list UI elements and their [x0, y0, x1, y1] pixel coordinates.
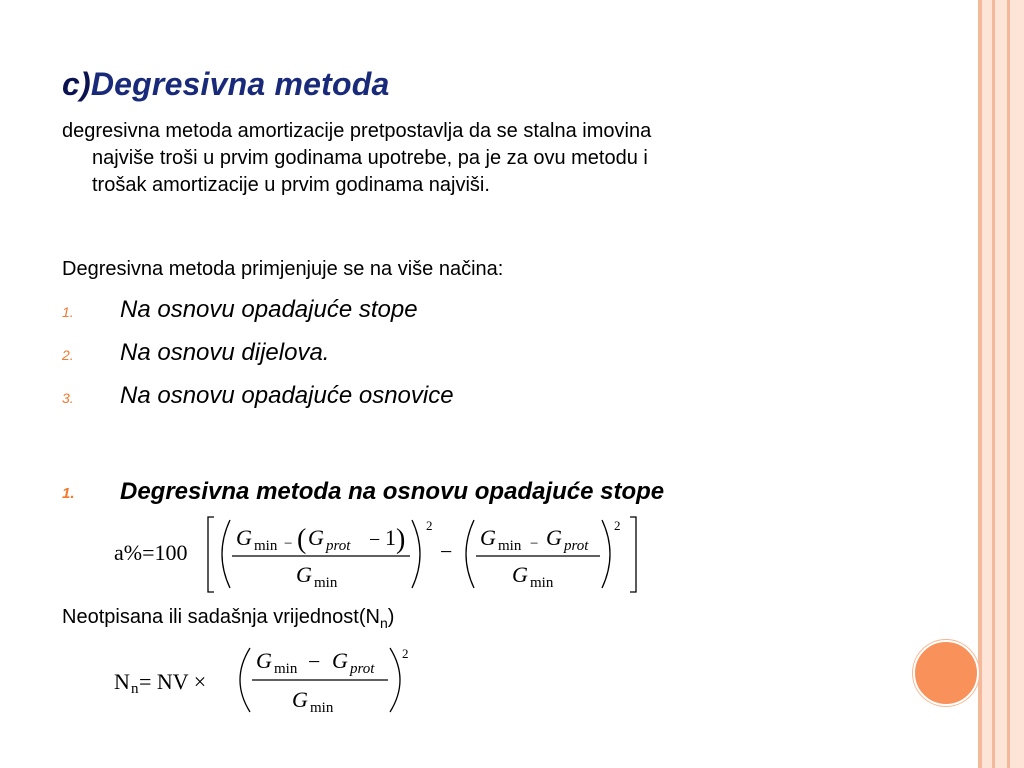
- subscript-prot: prot: [326, 538, 351, 554]
- symbol-g: G: [292, 687, 308, 712]
- title-text: Degresivna metoda: [90, 66, 390, 102]
- symbol-g: G: [480, 525, 496, 550]
- list-number: 1.: [62, 304, 74, 320]
- paragraph-line: degresivna metoda amortizacije pretpostavlja da se stalna imovina: [62, 120, 652, 142]
- exponent: 2: [402, 646, 409, 661]
- exponent: 2: [614, 518, 621, 533]
- section-number: 1.: [62, 485, 75, 502]
- label-text: Neotpisana ili sadašnja vrijednost(N: [62, 606, 380, 628]
- list-label: Na osnovu opadajuće osnovice: [120, 382, 454, 409]
- symbol-n: N: [114, 669, 130, 694]
- symbol-g: G: [296, 562, 312, 587]
- list-number: 3.: [62, 390, 74, 406]
- list-label: Na osnovu dijelova.: [120, 339, 330, 366]
- paragraph-line: trošak amortizacije u prvim godinama najviši.: [92, 174, 490, 196]
- symbol-g: G: [308, 525, 324, 550]
- subscript-n: n: [131, 681, 139, 697]
- subscript-min: min: [310, 700, 334, 716]
- equals-nv: = NV ×: [139, 669, 207, 694]
- paragraph-line: najviše troši u prvim godinama upotrebe, pa je za ovu metodu i: [92, 147, 648, 169]
- paren-open: (: [297, 524, 307, 555]
- number-one: 1: [385, 525, 396, 550]
- subscript-min: min: [274, 661, 298, 677]
- exponent: 2: [426, 518, 433, 533]
- subscript-min: min: [314, 575, 338, 591]
- formula-lhs: a%=100: [114, 540, 188, 565]
- title-prefix: c): [62, 66, 91, 102]
- subscript-prot: prot: [564, 538, 589, 554]
- symbol-g: G: [512, 562, 528, 587]
- paren-close: ): [396, 524, 406, 555]
- methods-intro: Degresivna metoda primjenjuje se na više načina:: [62, 258, 504, 280]
- subscript-min: min: [530, 575, 554, 591]
- section-title: Degresivna metoda na osnovu opadajuće stope: [120, 478, 665, 505]
- list-number: 2.: [62, 347, 74, 363]
- minus-sign: −: [369, 529, 381, 551]
- minus-sign: −: [440, 539, 453, 564]
- minus-sign: −: [530, 536, 539, 552]
- symbol-g: G: [236, 525, 252, 550]
- symbol-g: G: [332, 648, 348, 673]
- subscript-prot: prot: [350, 661, 375, 677]
- paren-left: [240, 648, 250, 712]
- minus-sign: −: [308, 649, 321, 674]
- symbol-g: G: [256, 648, 272, 673]
- minus-sign: −: [284, 536, 293, 552]
- label-close: ): [387, 606, 395, 628]
- subscript-min: min: [498, 538, 522, 554]
- paren-right: [390, 648, 400, 712]
- list-label: Na osnovu opadajuće stope: [120, 296, 418, 323]
- symbol-g: G: [546, 525, 562, 550]
- label-subscript: n: [379, 615, 388, 631]
- subscript-min: min: [254, 538, 278, 554]
